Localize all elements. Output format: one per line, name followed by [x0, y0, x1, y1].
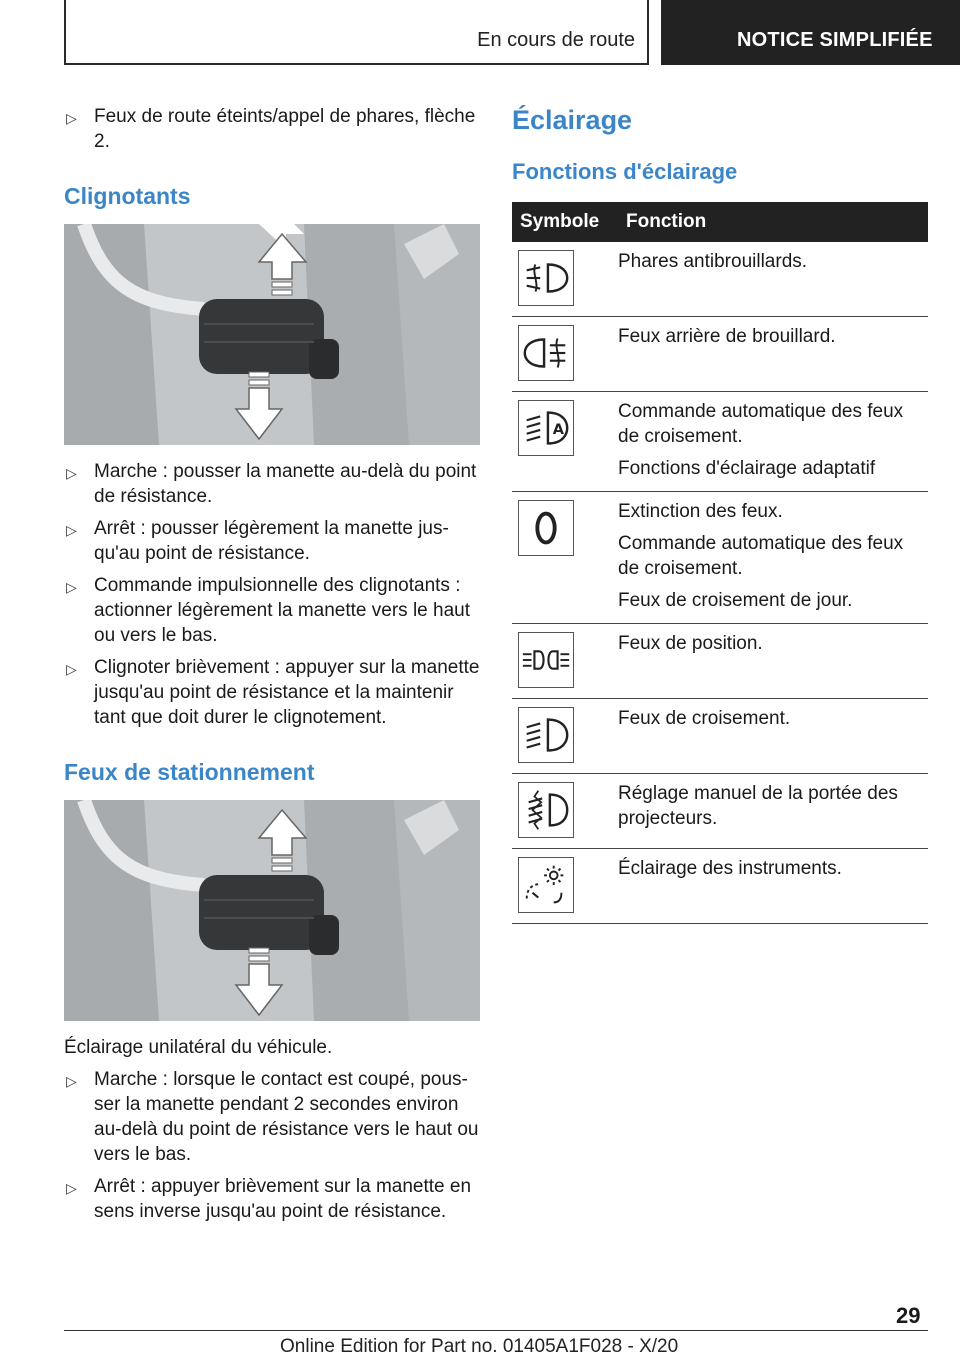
table-row: Feux arrière de brouillard.: [512, 317, 928, 392]
list-item: ▷ Commande impulsionnelle des clignotants : actionner légèrement la manette vers le haut ou vers le bas.: [66, 575, 470, 646]
list-item: ▷ Clignoter brièvement : appuyer sur la manette jusqu'au point de résistance et la maintenir tant que doit durer le clignotement.: [66, 657, 480, 728]
rear-fog-light-icon: [518, 325, 574, 381]
lighting-functions-table: [512, 202, 928, 924]
list-item: ▷ Feux de route éteints/appel de phares, flèche 2.: [66, 106, 476, 152]
page-number: 29: [896, 1303, 921, 1328]
turn-signal-stalk-image: [64, 224, 480, 445]
bullet-triangle-icon: ▷: [66, 110, 77, 126]
footer-edition-text: Online Edition for Part no. 01405A1F028 - X/20: [280, 1336, 679, 1357]
bullet-triangle-icon: ▷: [66, 1073, 77, 1089]
section-title-stationnement: Feux de stationnement: [64, 759, 315, 785]
bullet-triangle-icon: ▷: [66, 1180, 77, 1196]
section-title-clignotants: Clignotants: [64, 183, 191, 209]
stalk-illustration: [64, 800, 480, 1021]
header-section-box: [64, 0, 649, 65]
table-row: Réglage manuel de la portée des projecteurs.: [512, 774, 928, 849]
lights-off-icon: [518, 500, 574, 556]
left-column: [64, 104, 480, 1231]
table-row: A Commande automatique des feux de croisement. Fonctions d'éclairage adaptatif: [512, 392, 928, 492]
table-row: Feux de croisement.: [512, 699, 928, 774]
right-column: [512, 104, 928, 924]
list-item: ▷ Marche : pousser la manette au-delà du point de résistance.: [66, 461, 477, 507]
auto-headlight-icon: [518, 400, 574, 456]
headlight-range-icon: [518, 782, 574, 838]
header-section-title: En cours de route: [477, 29, 635, 51]
caption-text: Éclairage unilatéral du véhicule.: [64, 1037, 333, 1058]
header-badge: [661, 0, 960, 65]
table-row: Feux de position.: [512, 624, 928, 699]
svg-text:A: A: [552, 421, 564, 438]
low-beam-icon: [518, 707, 574, 763]
column-header-function: Fonction: [612, 202, 928, 242]
table-header-row: [512, 202, 928, 242]
footer-divider: [64, 1330, 928, 1331]
parking-lights-icon: [518, 632, 574, 688]
stalk-illustration: [64, 224, 480, 445]
bullet-triangle-icon: ▷: [66, 522, 77, 538]
section-subtitle: Fonctions d'éclairage: [512, 159, 738, 184]
table-row: Extinction des feux. Commande automatique des feux de croisement. Feux de croisement de jour.: [512, 492, 928, 624]
table-row: Phares antibrouillards.: [512, 242, 928, 317]
front-fog-light-icon: [518, 250, 574, 306]
parking-light-stalk-image: [64, 800, 480, 1021]
header-badge-text: NOTICE SIMPLIFIÉE: [737, 29, 933, 51]
page-title: Éclairage: [512, 105, 633, 135]
table-row: Éclairage des instruments.: [512, 849, 928, 924]
list-item: ▷ Arrêt : pousser légèrement la manette jusqu'au point de résistance.: [66, 518, 449, 564]
bullet-triangle-icon: ▷: [66, 465, 77, 481]
column-header-symbol: Symbole: [512, 202, 612, 242]
list-item: ▷ Marche : lorsque le contact est coupé, pousser la manette pendant 2 secondes environ au-delà du point de résistance vers le haut ou vers le bas.: [66, 1069, 479, 1165]
list-item: ▷ Arrêt : appuyer brièvement sur la manette en sens inverse jusqu'au point de résistance.: [66, 1176, 472, 1222]
bullet-triangle-icon: ▷: [66, 661, 77, 677]
bullet-triangle-icon: ▷: [66, 579, 77, 595]
instrument-lighting-icon: [518, 857, 574, 913]
